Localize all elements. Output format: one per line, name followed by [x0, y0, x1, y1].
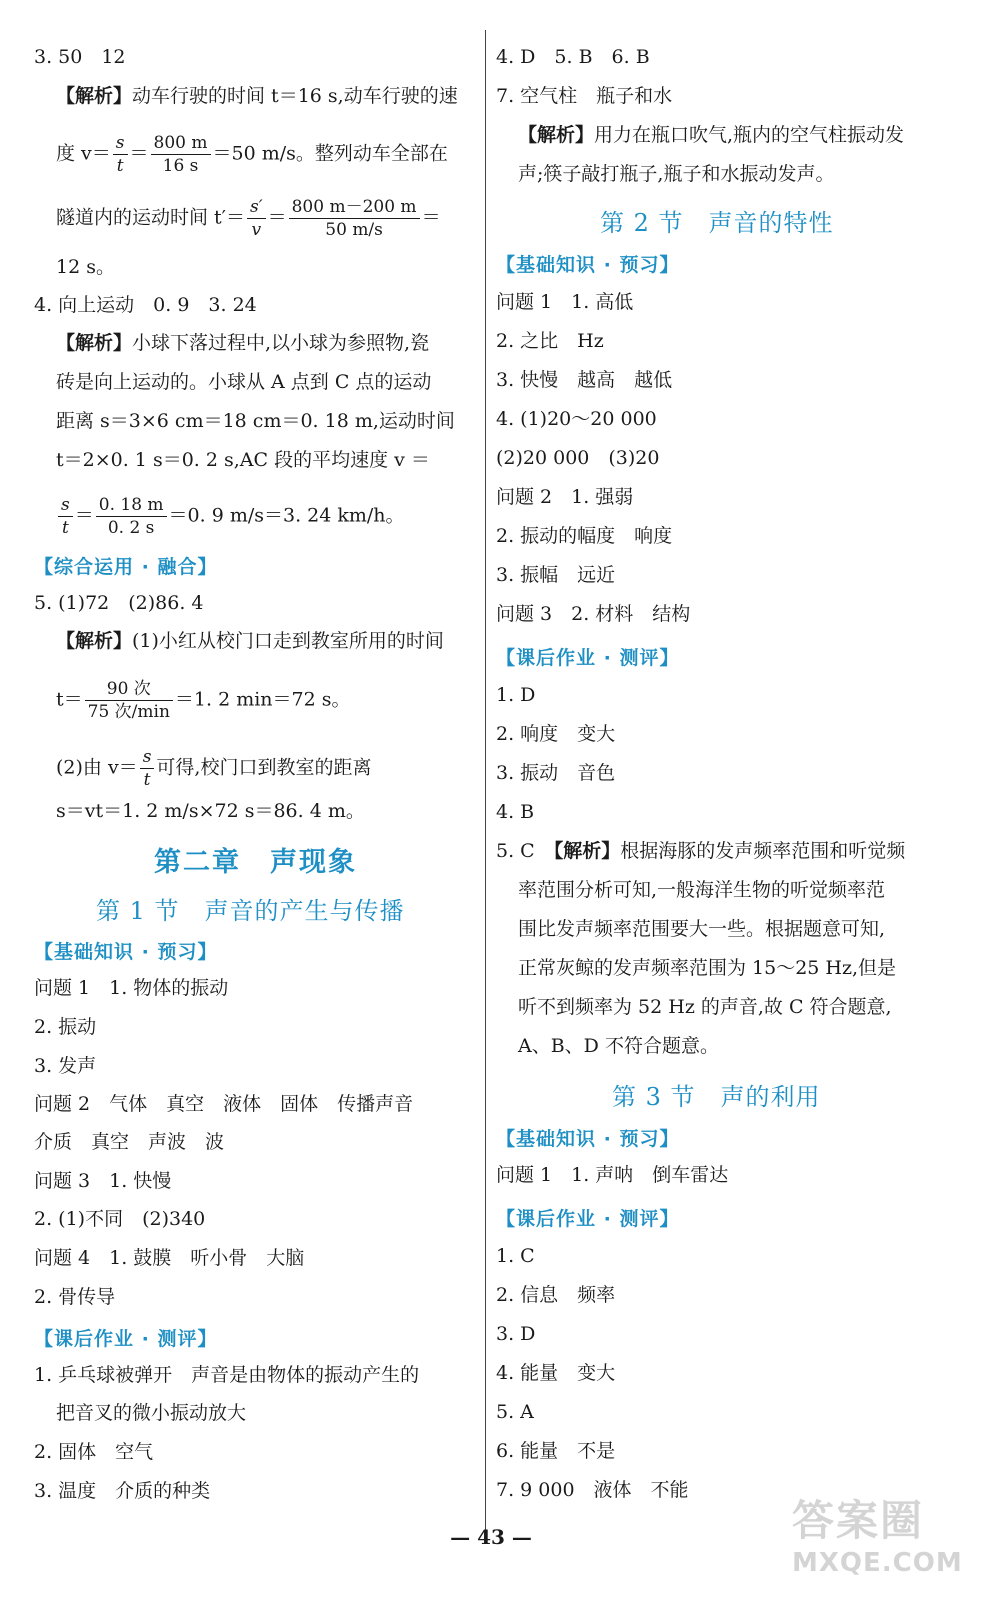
answer-7: 7. 空气柱 瓶子和水 — [496, 85, 673, 107]
fraction: $\frac{800 m}{16 s}$ — [151, 132, 211, 177]
section-heading-basic-2: 【基础知识 · 预习】 — [496, 254, 680, 276]
basic-line-7: 2. (1)不同 (2)340 — [34, 1208, 206, 1230]
watermark-cn: 答案圈 — [792, 1496, 925, 1545]
section-title-3: 第 3 节 声的利用 — [612, 1083, 821, 1111]
analysis-3-line-1: 【解析】动车行驶的时间 t＝16 s,动车行驶的速 — [56, 85, 458, 107]
analysis-5-line-3: (2)由 v＝ $\frac{s}{t}$ 可得,校门口到教室的距离 — [56, 747, 372, 790]
analysis-7-line-2: 声;筷子敲打瓶子,瓶子和水振动发声。 — [518, 163, 835, 185]
chapter-title: 第二章 声现象 — [154, 847, 357, 878]
analysis-4-line-3: 距离 s＝3×6 cm＝18 cm＝0. 18 m,运动时间 — [56, 410, 455, 432]
section-heading-homework-3: 【课后作业 · 测评】 — [496, 1208, 680, 1230]
homework3-line-2: 2. 信息 频率 — [496, 1284, 616, 1306]
section-heading-basic-3: 【基础知识 · 预习】 — [496, 1128, 680, 1150]
section-title-2: 第 2 节 声音的特性 — [600, 209, 834, 237]
basic-line-3: 3. 发声 — [34, 1055, 97, 1077]
analysis-5-line-2: t＝ $\frac{\text{90 次}}{\text{75 次/min}}$ ＝1. 2 min＝72 s。 — [56, 679, 351, 722]
analysis-5-line-4: s＝vt＝1. 2 m/s×72 s＝86. 4 m。 — [56, 800, 365, 822]
homework3-line-6: 6. 能量 不是 — [496, 1440, 616, 1462]
section-heading-comprehensive: 【综合运用 · 融合】 — [34, 556, 218, 578]
fraction: $\frac{0. 18 m}{0. 2 s}$ — [96, 494, 167, 539]
basic-line-9: 2. 骨传导 — [34, 1286, 116, 1308]
basic2-line-2: 2. 之比 Hz — [496, 330, 604, 352]
homework2-line-3: 3. 振动 音色 — [496, 762, 616, 784]
answer-4: 4. 向上运动 0. 9 3. 24 — [34, 294, 257, 316]
analysis-4-line-5: $\frac{s}{t}$ ＝ $\frac{0. 18 m}{0. 2 s}$ ＝0. 9 m/s＝3. 24 km/h。 — [56, 494, 405, 539]
analysis-tag: 【解析】 — [56, 630, 133, 652]
homework3-line-5: 5. A — [496, 1401, 534, 1423]
basic2-line-7: 2. 振动的幅度 响度 — [496, 525, 673, 547]
basic2-line-3: 3. 快慢 越高 越低 — [496, 369, 673, 391]
basic-line-1: 问题 1 1. 物体的振动 — [34, 977, 229, 999]
basic-line-2: 2. 振动 — [34, 1016, 97, 1038]
section-heading-homework: 【课后作业 · 测评】 — [34, 1328, 218, 1350]
basic2-line-4: 4. (1)20～20 000 — [496, 408, 657, 430]
basic-line-8: 问题 4 1. 鼓膜 听小骨 大脑 — [34, 1247, 305, 1269]
analysis-4-line-4: t＝2×0. 1 s＝0. 2 s,AC 段的平均速度 v ＝ — [56, 449, 430, 471]
section-title-1: 第 1 节 声音的产生与传播 — [96, 897, 405, 925]
basic2-line-1: 问题 1 1. 高低 — [496, 291, 634, 313]
basic2-line-5: (2)20 000 (3)20 — [496, 447, 660, 469]
basic2-line-8: 3. 振幅 远近 — [496, 564, 616, 586]
fraction: $\frac{800 m-200 m}{50 m/s}$ — [289, 196, 420, 241]
homework-line-2: 把音叉的微小振动放大 — [56, 1402, 247, 1424]
homework2-line-7: 围比发声频率范围要大一些。根据题意可知, — [518, 918, 886, 940]
analysis-tag: 【解析】 — [56, 85, 133, 107]
basic-line-5: 介质 真空 声波 波 — [34, 1131, 225, 1153]
section-heading-homework-2: 【课后作业 · 测评】 — [496, 647, 680, 669]
analysis-4-line-1: 【解析】小球下落过程中,以小球为参照物,瓷 — [56, 332, 430, 354]
watermark-en: MXQE.COM — [792, 1548, 963, 1578]
homework-line-3: 2. 固体 空气 — [34, 1441, 154, 1463]
fraction: $\frac{s}{t}$ — [58, 494, 73, 539]
homework2-line-6: 率范围分析可知,一般海洋生物的听觉频率范 — [518, 879, 886, 901]
analysis-3-line-2: 度 v＝ $\frac{s}{t}$ ＝ $\frac{800 m}{16 s}$ ＝50 m/s。整列动车全部在 — [56, 133, 448, 176]
section-heading-basic: 【基础知识 · 预习】 — [34, 941, 218, 963]
homework2-line-5: 5. C 【解析】根据海豚的发声频率范围和听觉频 — [496, 840, 906, 862]
homework3-line-4: 4. 能量 变大 — [496, 1362, 616, 1384]
fraction: $\frac{\text{90 次}}{\text{75 次/min}}$ — [85, 678, 173, 723]
basic2-line-9: 问题 3 2. 材料 结构 — [496, 603, 691, 625]
homework2-line-1: 1. D — [496, 684, 536, 706]
homework3-line-3: 3. D — [496, 1323, 536, 1345]
homework2-line-10: A、B、D 不符合题意。 — [518, 1035, 719, 1057]
basic-line-6: 问题 3 1. 快慢 — [34, 1170, 172, 1192]
analysis-tag: 【解析】 — [553, 840, 621, 862]
answers-4-6: 4. D 5. B 6. B — [496, 46, 650, 68]
fraction: $\frac{s}{t}$ — [113, 132, 128, 177]
answer-5: 5. (1)72 (2)86. 4 — [34, 592, 204, 614]
homework2-line-2: 2. 响度 变大 — [496, 723, 616, 745]
homework2-line-9: 听不到频率为 52 Hz 的声音,故 C 符合题意, — [518, 996, 892, 1018]
homework-line-1: 1. 乒乓球被弹开 声音是由物体的振动产生的 — [34, 1364, 420, 1386]
analysis-4-line-2: 砖是向上运动的。小球从 A 点到 C 点的运动 — [56, 371, 432, 393]
analysis-7-line-1: 【解析】用力在瓶口吹气,瓶内的空气柱振动发 — [518, 124, 905, 146]
fraction: $\frac{s'}{v}$ — [247, 196, 266, 241]
basic2-line-6: 问题 2 1. 强弱 — [496, 486, 634, 508]
fraction: $\frac{s}{t}$ — [140, 746, 155, 791]
answer-3: 3. 50 12 — [34, 46, 126, 68]
analysis-tag: 【解析】 — [56, 332, 133, 354]
basic-line-4: 问题 2 气体 真空 液体 固体 传播声音 — [34, 1093, 414, 1115]
page-number: — 43 — — [450, 1525, 532, 1549]
column-divider — [485, 30, 486, 1530]
analysis-3-line-3: 隧道内的运动时间 t′＝ $\frac{s'}{v}$ ＝ $\frac{800 m-200 m}{50 m/s}$ ＝ — [56, 197, 441, 240]
homework-line-4: 3. 温度 介质的种类 — [34, 1480, 211, 1502]
analysis-5-line-1: 【解析】(1)小红从校门口走到教室所用的时间 — [56, 630, 444, 652]
homework2-line-4: 4. B — [496, 801, 535, 823]
watermark-logo — [792, 1488, 972, 1592]
homework2-line-8: 正常灰鲸的发声频率范围为 15～25 Hz,但是 — [518, 957, 897, 979]
homework3-line-1: 1. C — [496, 1245, 535, 1267]
homework3-line-7: 7. 9 000 液体 不能 — [496, 1479, 689, 1501]
analysis-tag: 【解析】 — [518, 124, 595, 146]
analysis-3-line-4: 12 s。 — [56, 256, 115, 278]
basic3-line-1: 问题 1 1. 声呐 倒车雷达 — [496, 1164, 729, 1186]
